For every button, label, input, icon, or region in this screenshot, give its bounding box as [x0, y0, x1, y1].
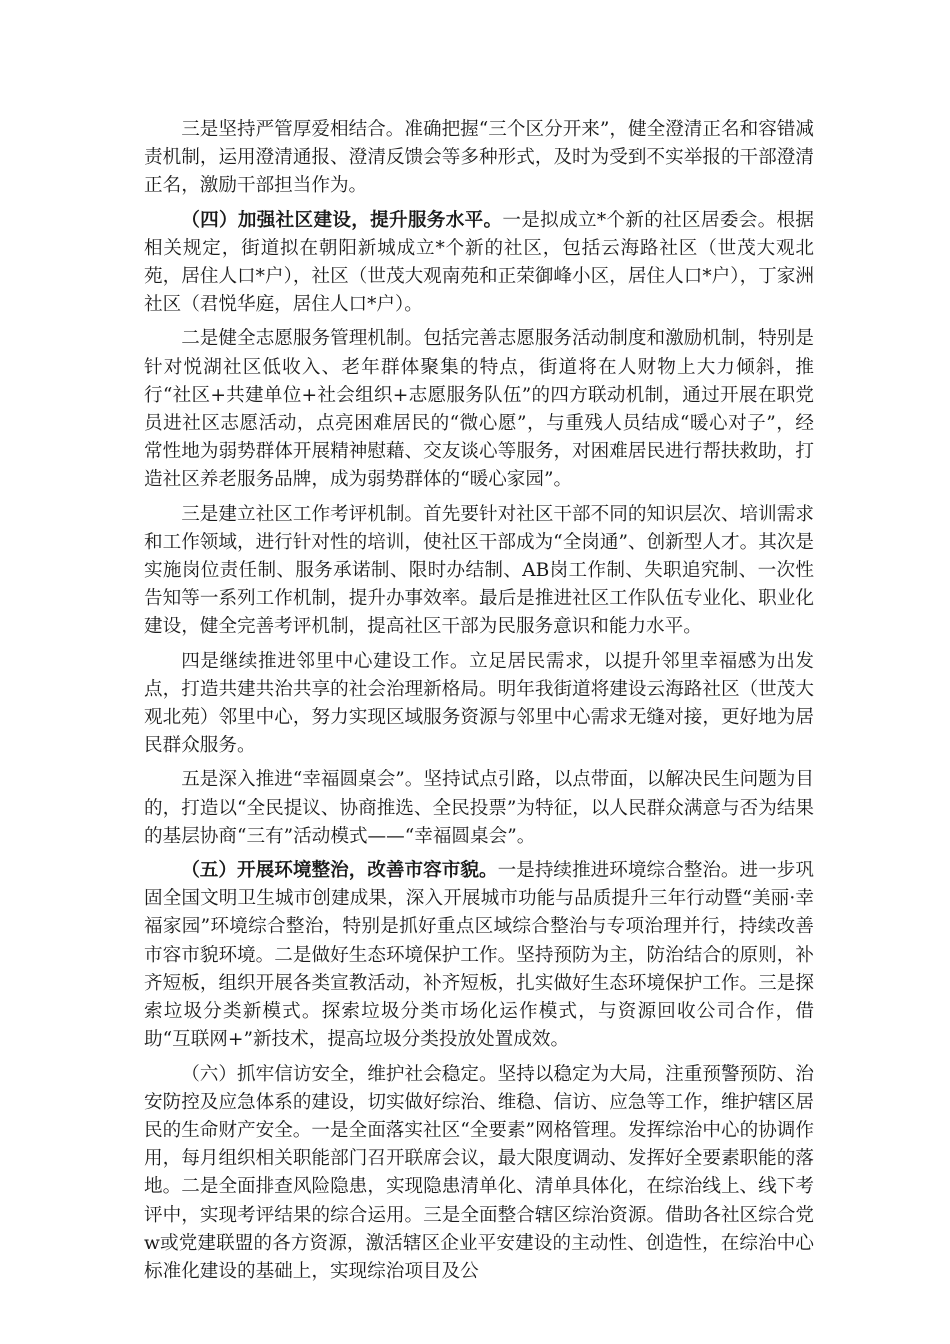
paragraph-1-text: 三是坚持严管厚爱相结合。准确把握“三个区分开来”，健全澄清正名和容错减责机制，运用澄清通报、澄清反馈会等多种形式，及时为受到不实举报的干部澄清正名，激励干部担当作为。	[144, 119, 814, 197]
paragraph-3	[144, 325, 814, 494]
paragraph-2	[144, 207, 814, 320]
paragraph-8-text: （六）抓牢信访安全，维护社会稳定。坚持以稳定为大局，注重预警预防、治安防控及应急体系的建设，切实做好综治、维稳、信访、应急等工作，维护辖区居民的生命财产安全。一是全面落实社区“全要素”网格管理。发挥综治中心的协调作用，每月组织相关职能部门召开联席会议，最大限度调动、发挥好全要素职能的落地。二是全面排查风险隐患，实现隐患清单化、清单具体化，在综治线上、线下考评中，实现考评结果的综合运用。三是全面整合辖区综治资源。借助各社区综合党w或党建联盟的各方资源，激活辖区企业平安建设的主动性、创造性，在综治中心标准化建设的基础上，实现综治项目及公	[144, 1063, 814, 1282]
paragraph-2-text: 一是拟成立*个新的社区居委会。根据相关规定，街道拟在朝阳新城成立*个新的社区，包括云海路社区（世茂大观北苑，居住人口*户），社区（世茂大观南苑和正荣御峰小区，居住人口*户），丁家洲社区（君悦华庭，居住人口*户）。	[144, 209, 814, 316]
paragraph-6	[144, 766, 814, 851]
paragraph-6-text: 五是深入推进“幸福圆桌会”。坚持试点引路，以点带面，以解决民生问题为目的，打造以“全民提议、协商推选、全民投票”为特征，以人民群众满意与否为结果的基层协商“三有”活动模式——“幸福圆桌会”。	[144, 769, 814, 847]
document-page	[144, 116, 814, 1292]
paragraph-7-text: 一是持续推进环境综合整治。进一步巩固全国文明卫生城市创建成果，深入开展城市功能与品质提升三年行动暨“美丽·幸福家园”环境综合整治，特别是抓好重点区域综合整治与专项治理并行，持续改善市容市貌环境。二是做好生态环境保护工作。坚持预防为主，防治结合的原则，补齐短板，组织开展各类宣教活动，补齐短板，扎实做好生态环境保护工作。三是探索垃圾分类新模式。探索垃圾分类市场化运作模式，与资源回收公司合作，借助“互联网+”新技术，提高垃圾分类投放处置成效。	[144, 860, 814, 1051]
paragraph-5	[144, 648, 814, 761]
paragraph-4-text: 三是建立社区工作考评机制。首先要针对社区干部不同的知识层次、培训需求和工作领域，进行针对性的培训，使社区干部成为“全岗通”、创新型人才。其次是实施岗位责任制、服务承诺制、限时办结制、AB岗工作制、失职追究制、一次性告知等一系列工作机制，提升办事效率。最后是推进社区工作队伍专业化、职业化建设，健全完善考评机制，提高社区干部为民服务意识和能力水平。	[144, 503, 814, 638]
paragraph-4	[144, 501, 814, 642]
paragraph-3-text: 二是健全志愿服务管理机制。包括完善志愿服务活动制度和激励机制，特别是针对悦湖社区低收入、老年群体聚集的特点，街道将在人财物上大力倾斜，推行“社区+共建单位+社会组织+志愿服务队伍”的四方联动机制，通过开展在职党员进社区志愿活动，点亮困难居民的“微心愿”，与重残人员结成“暖心对子”，经常性地为弱势群体开展精神慰藉、交友谈心等服务，对困难居民进行帮扶救助，打造社区养老服务品牌，成为弱势群体的“暖心家园”。	[144, 328, 814, 491]
section-4-heading: （四）加强社区建设，提升服务水平。	[181, 209, 503, 231]
section-5-heading: （五）开展环境整治，改善市容市貌。	[181, 860, 498, 882]
paragraph-5-text: 四是继续推进邻里中心建设工作。立足居民需求，以提升邻里幸福感为出发点，打造共建共治共享的社会治理新格局。明年我街道将建设云海路社区（世茂大观北苑）邻里中心，努力实现区域服务资源与邻里中心需求无缝对接，更好地为居民群众服务。	[144, 650, 814, 757]
paragraph-7	[144, 857, 814, 1054]
paragraph-8	[144, 1061, 814, 1287]
paragraph-1	[144, 116, 814, 201]
